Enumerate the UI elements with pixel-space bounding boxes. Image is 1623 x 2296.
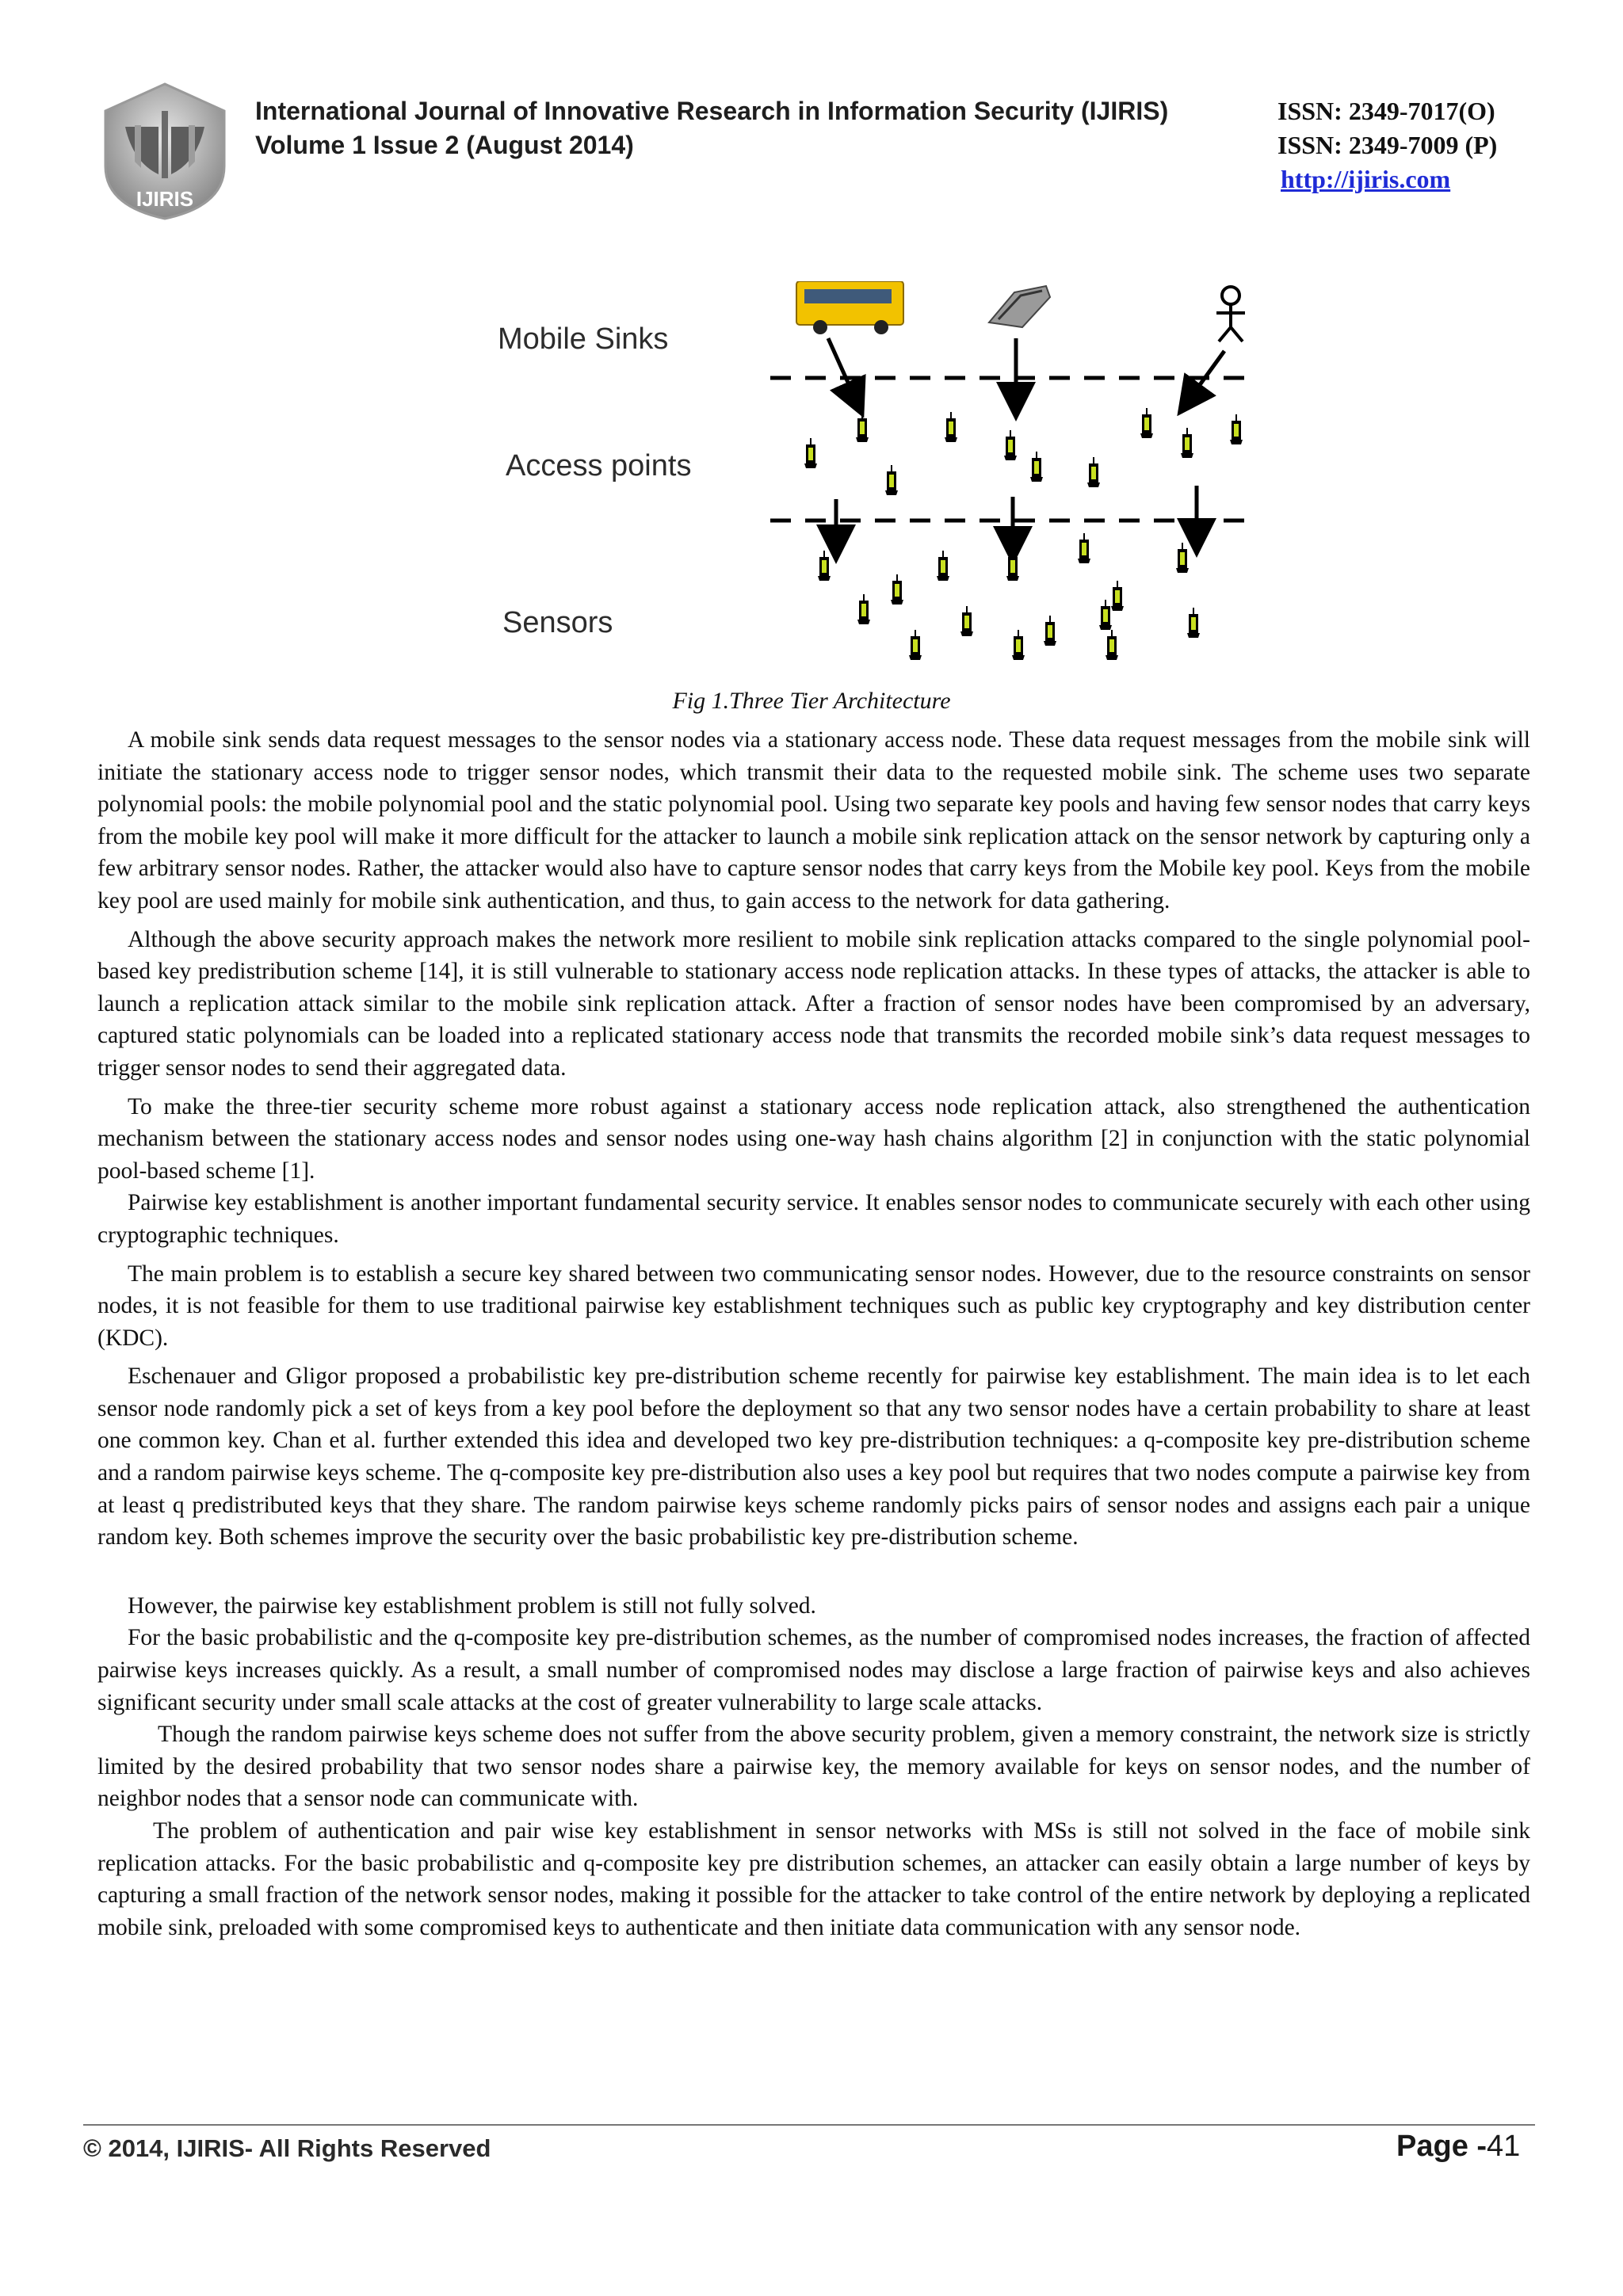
- footer-divider: [83, 2124, 1535, 2126]
- paragraph: To make the three-tier security scheme more robust against a stationary access node replication attack, also strengthened the authentication mechanism between the stationary access nodes and sensor nodes using one-way hash chains algorithm [2] in conjunction with the static polynomial pool-based scheme [1].: [97, 1093, 1530, 1184]
- label-access-points: Access points: [506, 449, 692, 482]
- paragraph: For the basic probabilistic and the q-composite key pre-distribution schemes, as the number of compromised nodes increases, the fraction of affected pairwise keys increases quickly. As a result, a small number of compromised nodes may disclose a large fraction of pairwise keys and also achieves significant security under small scale attacks at the cost of greater vulnerability to large scale attacks.: [97, 1625, 1530, 1715]
- paragraph: Although the above security approach makes the network more resilient to mobile sink replication attacks compared to the single polynomial pool-based key predistribution scheme [14], it is still vulnerable to stationary access node replication attacks. In these types of attacks, the attacker is able to launch a replication attack similar to the mobile sink replication attack. After a fraction of sensor nodes have been compromised by an adversary, captured static polynomials can be loaded into a replicated stationary access node that transmits the recorded mobile sink’s data request messages to trigger sensor nodes to send their aggregated data.: [97, 926, 1530, 1081]
- logo-text: IJIRIS: [136, 187, 194, 211]
- access-point-nodes: [804, 408, 1243, 495]
- figure-caption: Fig 1.Three Tier Architecture: [672, 688, 951, 714]
- issn-online: ISSN: 2349-7017(O): [1277, 97, 1495, 125]
- three-tier-architecture-figure: [491, 281, 1260, 681]
- paragraph: A mobile sink sends data request messages to the sensor nodes via a stationary access node. These data request messages from the mobile sink will initiate the stationary access node to trigger sensor nodes, which transmit their data to the requested mobile sink. The scheme uses two separate polynomial pools: the mobile polynomial pool and the static polynomial pool. Using two separate key pools and having few sensor nodes that carry keys from the mobile key pool will make it more difficult for the attacker to launch a mobile sink replication attack on the sensor network by capturing only a few arbitrary sensor nodes. Rather, the attacker would also have to capture sensor nodes that carry keys from the Mobile key pool. Keys from the mobile key pool are used mainly for mobile sink authentication, and thus, to gain access to the network for data gathering.: [97, 727, 1530, 913]
- paragraph: The problem of authentication and pair wise key establishment in sensor networks with MSs is still not solved in the face of mobile sink replication attacks. For the basic probabilistic and q-composite key pre distribution schemes, an attacker can easily obtain a large number of keys by capturing a small fraction of the network sensor nodes, making it possible for the attacker to take control of the entire network by deploying a replicated mobile sink, preloaded with some compromised keys to authenticate and then initiate data communication with any sensor node.: [97, 1818, 1530, 1940]
- paragraph: Eschenauer and Gligor proposed a probabilistic key pre-distribution scheme recently for pairwise key establishment. The main idea is to let each sensor node randomly pick a set of keys from a key pool before the deployment so that any two sensor nodes have a certain probability to share at least one common key. Chan et al. further extended this idea and developed two key pre-distribution techniques: a q-composite key pre-distribution scheme and a random pairwise keys scheme. The q-composite key pre-distribution also uses a key pool but requires that two nodes compute a pairwise key from at least q predistributed keys that they share. The random pairwise keys scheme randomly picks pairs of sensor nodes and assigns each pair a unique random key. Both schemes improve the security over the basic probabilistic key pre-distribution scheme.: [97, 1363, 1530, 1550]
- paragraph: The main problem is to establish a secure key shared between two communicating sensor nodes. However, due to the resource constraints on sensor nodes, it is not feasible for them to use traditional pairwise key establishment techniques such as public key cryptography and key distribution center (KDC).: [97, 1261, 1530, 1351]
- volume-issue: Volume 1 Issue 2 (August 2014): [255, 131, 634, 159]
- paragraph: Though the random pairwise keys scheme does not suffer from the above security problem, given a memory constraint, the network size is strictly limited by the desired probability that two sensor nodes share a pairwise key, the memory available for keys on sensor nodes, and the number of neighbor nodes that a sensor node can communicate with.: [97, 1722, 1530, 1812]
- page-header: [0, 0, 1623, 211]
- journal-name: International Journal of Innovative Research in Information Security (IJIRIS): [255, 97, 1169, 125]
- copyright-notice: © 2014, IJIRIS- All Rights Reserved: [83, 2134, 491, 2162]
- page-prefix: Page -: [1396, 2130, 1487, 2163]
- page-number-value: 41: [1487, 2130, 1521, 2163]
- label-mobile-sinks: Mobile Sinks: [498, 322, 669, 356]
- sensor-nodes: [818, 533, 1200, 660]
- paragraph: However, the pairwise key establishment problem is still not fully solved.: [128, 1592, 816, 1619]
- issn-print: ISSN: 2349-7009 (P): [1277, 131, 1498, 159]
- paragraph: Pairwise key establishment is another important fundamental security service. It enables sensor nodes to communicate securely with each other using cryptographic techniques.: [97, 1190, 1530, 1248]
- robot-device-icon: [989, 286, 1050, 327]
- person-icon: [1216, 287, 1245, 341]
- page-number: [1396, 2130, 1520, 2164]
- downlink-arrows: [828, 338, 1224, 546]
- article-body: [97, 724, 1530, 1943]
- label-sensors: Sensors: [502, 606, 613, 639]
- journal-url-link[interactable]: http://ijiris.com: [1281, 165, 1451, 193]
- ijiris-logo: [94, 79, 236, 222]
- bus-icon: [796, 281, 903, 334]
